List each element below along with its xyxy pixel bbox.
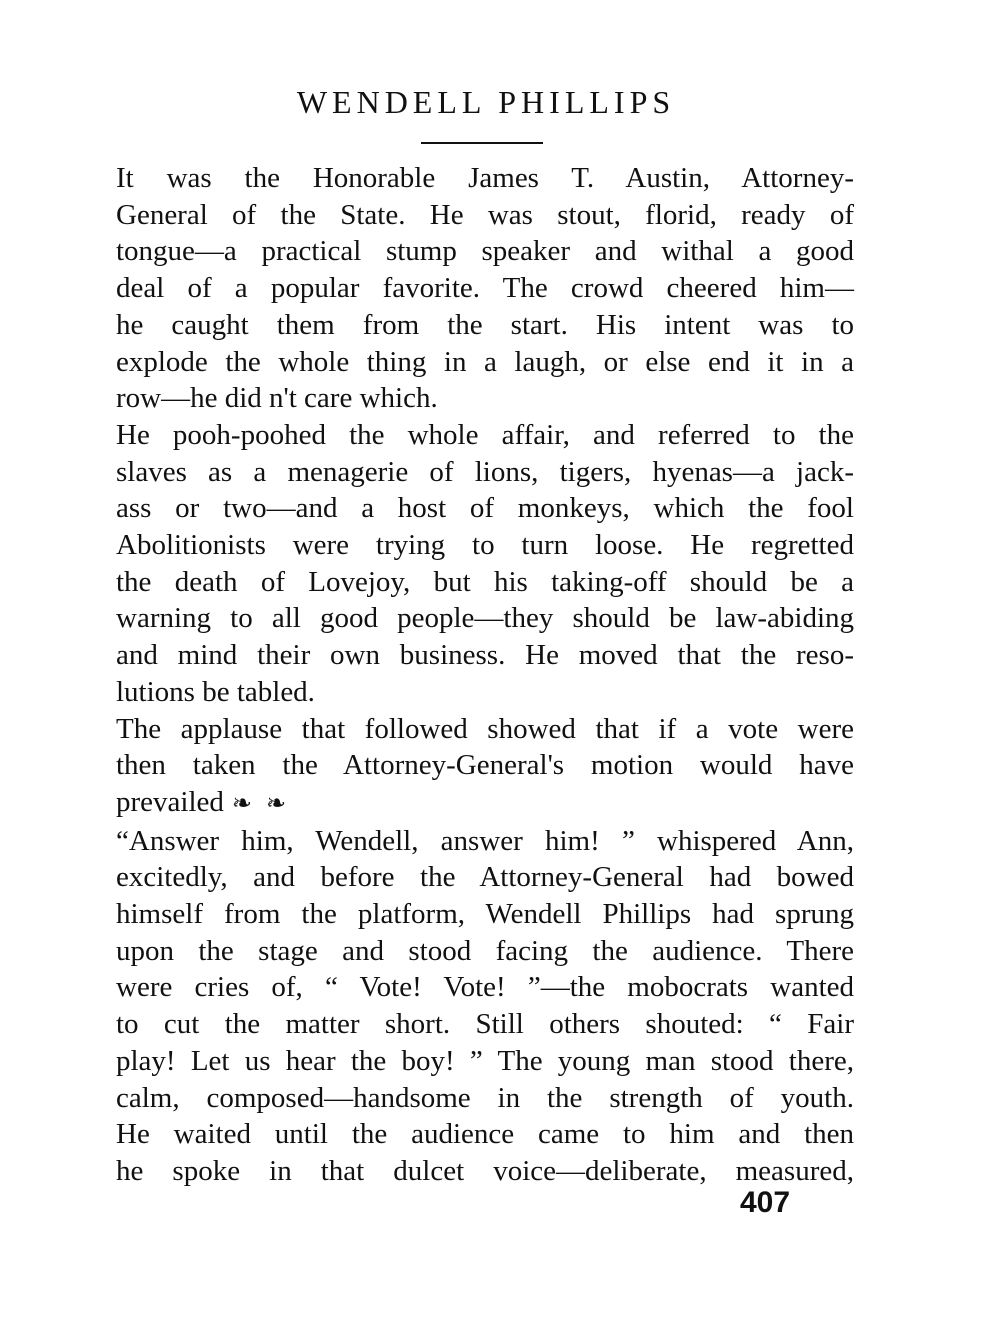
paragraph-1	[116, 160, 854, 417]
text-line: play! Let us hear the boy! ” The young man stood there,	[116, 1044, 854, 1077]
paragraph-3	[116, 711, 854, 823]
text-line: were cries of, “ Vote! Vote! ”—the mobocrats wanted	[116, 971, 854, 1004]
text-fragment: prevailed	[116, 785, 224, 818]
text-line: slaves as a menagerie of lions, tigers, hyenas—a jack-	[116, 455, 854, 488]
text-line: “Answer him, Wendell, answer him! ” whispered Ann,	[116, 824, 854, 857]
text-line: He pooh-poohed the whole affair, and referred to the	[116, 418, 854, 451]
text-line: ass or two—and a host of monkeys, which the fool	[116, 492, 854, 525]
fleuron-ornament-icon: ❧ ❧	[231, 790, 291, 817]
text-line: General of the State. He was stout, florid, ready of	[116, 198, 854, 231]
text-line: He waited until the audience came to him and then	[116, 1118, 854, 1151]
body-text	[116, 160, 854, 1190]
text-line: himself from the platform, Wendell Phillips had sprung	[116, 898, 854, 931]
text-line: Abolitionists were trying to turn loose. He regretted	[116, 529, 854, 562]
text-line: excitedly, and before the Attorney-General had bowed	[116, 861, 854, 894]
text-line: he spoke in that dulcet voice—deliberate, measured,	[116, 1154, 854, 1187]
text-line: upon the stage and stood facing the audience. There	[116, 934, 854, 967]
text-line: explode the whole thing in a laugh, or else end it in a	[116, 345, 854, 378]
page-number: 407	[740, 1186, 791, 1219]
text-line: then taken the Attorney-General's motion would have	[116, 749, 854, 782]
paragraph-4	[116, 823, 854, 1190]
text-line: and mind their own business. He moved that the reso-	[116, 639, 854, 672]
header-rule	[421, 142, 543, 144]
paragraph-2	[116, 417, 854, 711]
text-line-with-ornament	[116, 784, 854, 823]
text-line: calm, composed—handsome in the strength of youth.	[116, 1081, 854, 1114]
text-line: to cut the matter short. Still others shouted: “ Fair	[116, 1008, 854, 1041]
text-line: warning to all good people—they should be law-abiding	[116, 602, 854, 635]
text-line: row—he did n't care which.	[116, 382, 438, 415]
running-head: WENDELL PHILLIPS	[296, 84, 676, 120]
text-line: deal of a popular favorite. The crowd cheered him—	[116, 272, 854, 305]
text-line: the death of Lovejoy, but his taking-off should be a	[116, 565, 854, 598]
text-line: tongue—a practical stump speaker and withal a good	[116, 235, 854, 268]
text-line: The applause that followed showed that if a vote were	[116, 712, 854, 745]
text-line: It was the Honorable James T. Austin, Attorney-	[116, 162, 854, 194]
text-line: he caught them from the start. His intent was to	[116, 308, 854, 341]
text-line: lutions be tabled.	[116, 675, 315, 708]
